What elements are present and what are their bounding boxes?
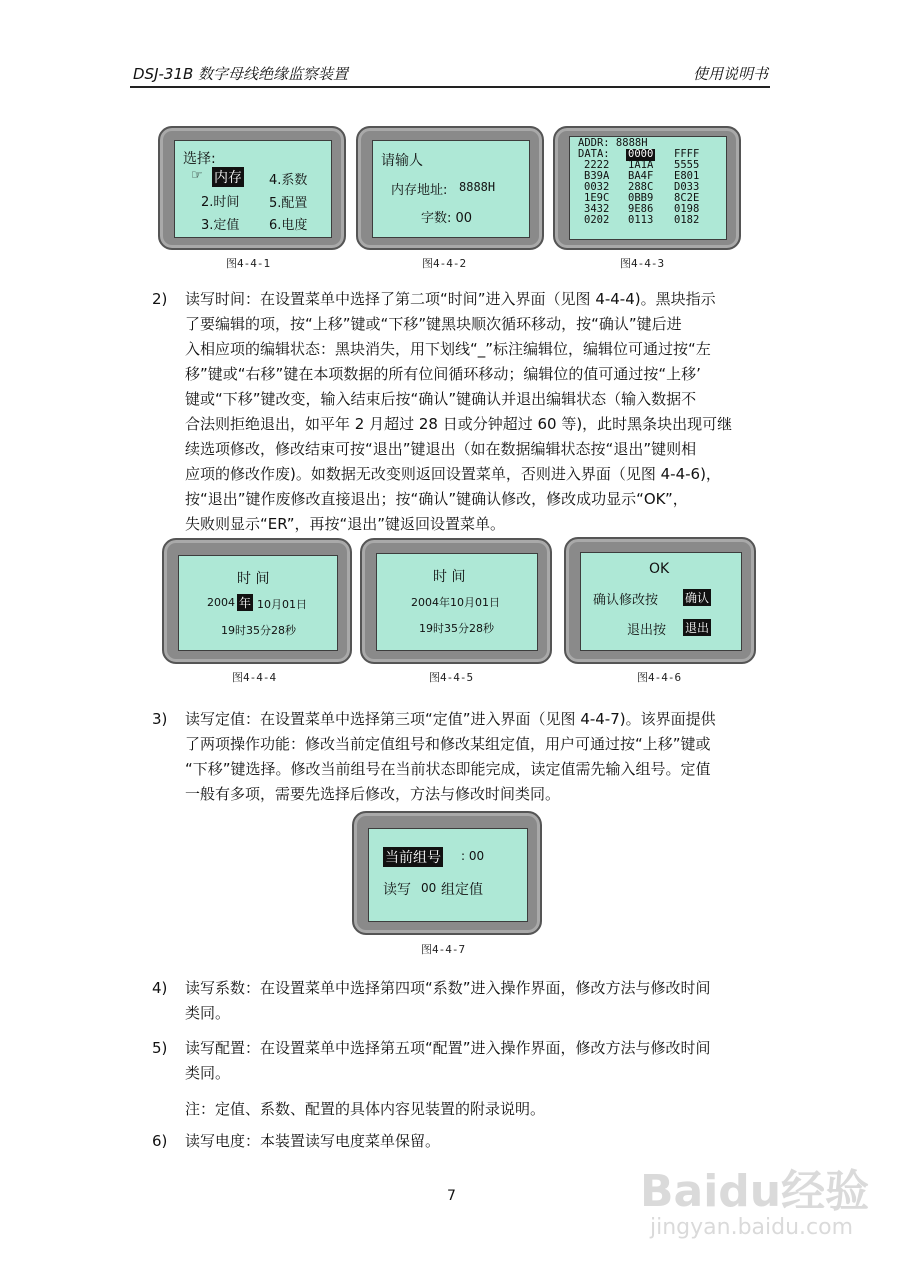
paragraph-line: 失败则显示“ER”，再按“退出”键返回设置菜单。 — [185, 515, 506, 533]
watermark-logo: Baidu经验 — [640, 1166, 870, 1217]
figure-caption: 图4-4-4 — [232, 671, 277, 684]
lcd-panel-time-cursor — [360, 538, 552, 664]
paragraph-read-write-setting — [185, 707, 770, 807]
clock-value: 19时35分28秒 — [221, 624, 296, 637]
figure-caption: 图4-4-7 — [421, 943, 466, 956]
lcd-screen-group — [368, 828, 528, 922]
data-cell: 0113 — [628, 214, 654, 226]
data-cell: E801 — [674, 170, 700, 182]
menu-item-memory[interactable]: 内存 — [212, 167, 244, 187]
figure-caption: 图4-4-2 — [422, 257, 467, 270]
paragraph-line: 续选项修改，修改结束可按“退出”键退出（如在数据编辑状态按“退出”键则相 — [185, 440, 697, 458]
data-cell: 3432 — [584, 203, 610, 215]
item-number: 2) — [152, 290, 168, 308]
lcd-screen-input — [372, 140, 530, 238]
data-cell: 288C — [628, 181, 654, 193]
paragraph-read-write-coefficient — [185, 976, 770, 1026]
lcd-screen-memory-dump — [569, 136, 727, 240]
data-cell: 1A1A — [628, 159, 654, 171]
data-cell: BA4F — [628, 170, 654, 182]
read-write-group: 00 — [421, 881, 437, 895]
data-cell: 0198 — [674, 203, 700, 215]
hand-pointer-icon: ☞ — [191, 168, 203, 183]
lcd-panel-confirm — [564, 537, 756, 664]
time-title: 时 间 — [237, 571, 270, 587]
paragraph-line: 一般有多项，需要先选择后修改，方法与修改时间类同。 — [185, 785, 561, 803]
header-title: DSJ-31B 数字母线绝缘监察装置 — [133, 65, 349, 83]
year-unit-selected[interactable]: 年 — [239, 596, 252, 610]
dump-address: ADDR: 8888H — [578, 137, 648, 149]
item-number: 6) — [152, 1132, 168, 1150]
lcd-panel-input — [356, 126, 544, 250]
page-number: 7 — [447, 1188, 456, 1204]
menu-item-energy[interactable]: 6.电度 — [269, 218, 308, 233]
paragraph-line: 读写定值：在设置菜单中选择第三项“定值”进入界面（见图 4-4-7)。该界面提供 — [185, 710, 716, 728]
paragraph-read-write-energy — [185, 1129, 770, 1154]
data-cell: 9E86 — [628, 203, 654, 215]
paragraph-line: 按“退出”键作废修改直接退出；按“确认”键确认修改，修改成功显示“OK”， — [185, 490, 688, 508]
paragraph-line: 移”键或“右移”键在本项数据的所有位间循环移动；编辑位的值可通过按“上移’ — [185, 365, 701, 383]
clock-value: 19时35分28秒 — [419, 622, 494, 635]
lcd-panel-memory-dump — [553, 126, 741, 250]
figure-caption: 图4-4-1 — [226, 257, 271, 270]
data-cell: 8C2E — [674, 192, 700, 204]
ok-status: OK — [649, 561, 670, 577]
confirm-label: 确认修改按 — [593, 593, 659, 608]
paragraph-line: 应项的修改作废)。如数据无改变则返回设置菜单，否则进入界面（见图 4-4-6)， — [185, 465, 721, 483]
data-cell: FFFF — [674, 148, 700, 160]
watermark-url: jingyan.baidu.com — [650, 1215, 854, 1240]
word-count[interactable]: 字数: 00 — [421, 211, 473, 226]
paragraph-line: 类同。 — [185, 1004, 231, 1022]
time-title: 时 间 — [433, 569, 466, 585]
paragraph-line: 读写时间：在设置菜单中选择了第二项“时间”进入界面（见图 4-4-4)。黑块指示 — [185, 290, 716, 308]
address-value[interactable]: 8888H — [459, 180, 496, 194]
current-group-label[interactable]: 当前组号 — [383, 847, 443, 867]
lcd-screen-time-edit — [178, 555, 338, 651]
paragraph-line: 了要编辑的项，按“上移”键或“下移”键黑块顺次循环移动，按“确认”键后进 — [185, 315, 682, 333]
data-cell: 0202 — [584, 214, 610, 226]
data-label: DATA: — [578, 148, 610, 160]
lcd-panel-time-edit — [162, 538, 352, 664]
menu-item-coefficient[interactable]: 4.系数 — [269, 173, 308, 188]
lcd-panel-menu — [158, 126, 346, 250]
item-number: 4) — [152, 979, 168, 997]
figure-caption: 图4-4-3 — [620, 257, 665, 270]
confirm-key[interactable]: 确认 — [685, 591, 710, 605]
data-cell: B39A — [584, 170, 610, 182]
data-cell: 0032 — [584, 181, 610, 193]
month-day-value: 10月01日 — [257, 598, 307, 611]
figure-caption: 图4-4-6 — [637, 671, 682, 684]
menu-item-setting[interactable]: 3.定值 — [201, 218, 240, 233]
current-group-value: : 00 — [461, 849, 485, 863]
year-value: 2004 — [207, 596, 235, 609]
read-write-label[interactable]: 读写 — [383, 882, 411, 898]
item-number: 5) — [152, 1039, 168, 1057]
paragraph-line: 读写电度：本装置读写电度菜单保留。 — [185, 1132, 441, 1150]
note-text: 注：定值、系数、配置的具体内容见装置的附录说明。 — [185, 1100, 546, 1118]
header-divider — [130, 86, 770, 88]
exit-label: 退出按 — [627, 623, 667, 638]
paragraph-line: 入相应项的编辑状态：黑块消失，用下划线“_”标注编辑位，编辑位可通过按“左 — [185, 340, 711, 358]
data-cell: 1E9C — [584, 192, 610, 204]
lcd-panel-group — [352, 811, 542, 935]
paragraph-line: “下移”键选择。修改当前组号在当前状态即能完成，读定值需先输入组号。定值 — [185, 760, 711, 778]
paragraph-read-write-config — [185, 1036, 770, 1086]
paragraph-line: 类同。 — [185, 1064, 231, 1082]
read-write-suffix: 组定值 — [441, 882, 483, 898]
paragraph-line: 了两项操作功能：修改当前定值组号和修改某组定值，用户可通过按“上移”键或 — [185, 735, 711, 753]
lcd-screen-menu — [174, 140, 332, 238]
menu-item-time[interactable]: 2.时间 — [201, 195, 240, 210]
date-value[interactable]: 2004年10月01日 — [411, 596, 500, 609]
data-cell: 2222 — [584, 159, 610, 171]
figure-caption: 图4-4-5 — [429, 671, 474, 684]
menu-title: 选择: — [183, 151, 216, 167]
paragraph-line: 读写系数：在设置菜单中选择第四项“系数”进入操作界面，修改方法与修改时间 — [185, 979, 711, 997]
exit-key[interactable]: 退出 — [685, 621, 710, 635]
data-cell: D033 — [674, 181, 700, 193]
header-manual-label: 使用说明书 — [692, 65, 768, 83]
paragraph-line: 键或“下移”键改变，输入结束后按“确认”键确认并退出编辑状态（输入数据不 — [185, 390, 697, 408]
lcd-screen-confirm — [580, 552, 742, 651]
data-cell: 0182 — [674, 214, 700, 226]
data-cell: 0BB9 — [628, 192, 654, 204]
lcd-screen-time-cursor — [376, 553, 538, 651]
item-number: 3) — [152, 710, 168, 728]
menu-item-config[interactable]: 5.配置 — [269, 196, 308, 211]
data-cell: 5555 — [674, 159, 700, 171]
paragraph-read-write-time — [185, 287, 770, 537]
paragraph-line: 合法则拒绝退出，如平年 2 月超过 28 日或分钟超过 60 等)，此时黑条块出现可继 — [185, 415, 733, 433]
paragraph-line: 读写配置：在设置菜单中选择第五项“配置”进入操作界面，修改方法与修改时间 — [185, 1039, 711, 1057]
data-cell[interactable]: 0000 — [628, 148, 654, 160]
input-title: 请输人 — [381, 153, 423, 169]
address-label: 内存地址: — [391, 183, 448, 198]
